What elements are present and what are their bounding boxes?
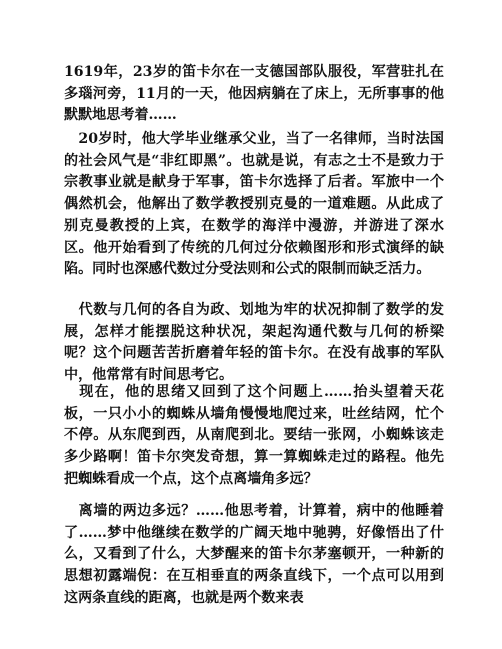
- paragraph-5: 离墙的两边多远？……他思考着，计算着，病中的他睡着了……梦中他继续在数学的广阔天地中驰骋，好像悟出了什么，又看到了什么，大梦醒来的笛卡尔茅塞顿开，一种新的思想初露端倪：在互相垂直的两条直线下，一个点可以用到这两条直线的距离，也就是两个数来表: [64, 503, 444, 606]
- paragraph-4: 现在，他的思绪又回到了这个问题上……抬头望着天花板，一只小小的蜘蛛从墙角慢慢地爬过来，吐丝结网，忙个不停。从东爬到西，从南爬到北。要结一张网，小蜘蛛该走多少路啊！笛卡尔突发奇想，算一算蜘蛛走过的路程。他先把蜘蛛看成一个点，这个点离墙角多远？: [64, 384, 444, 487]
- paragraph-1: 1619年，23岁的笛卡尔在一支德国部队服役，军营驻扎在多瑙河旁，11月的一天，他因病躺在了床上，无所事事的他默默地思考着……: [64, 64, 444, 124]
- paragraph-3: 代数与几何的各自为政、划地为牢的状况抑制了数学的发展，怎样才能摆脱这种状况，架起沟通代数与几何的桥梁呢？这个问题苦苦折磨着年轻的笛卡尔。在没有战事的军队中，他常常有时间思考它。: [64, 302, 444, 384]
- paragraph-2: 20岁时，他大学毕业继承父业，当了一名律师，当时法国的社会风气是“非红即黑”。也就是说，有志之士不是致力于宗教事业就是献身于军事，笛卡尔选择了后者。军旅中一个偶然机会，他解出了数学教授别克曼的一道难题。从此成了别克曼教授的上宾，在数学的海洋中漫游，并游进了深水区。他开始看到了传统的几何过分依赖图形和形式演绎的缺陷。同时也深感代数过分受法则和公式的限制而缺乏活力。: [64, 131, 444, 278]
